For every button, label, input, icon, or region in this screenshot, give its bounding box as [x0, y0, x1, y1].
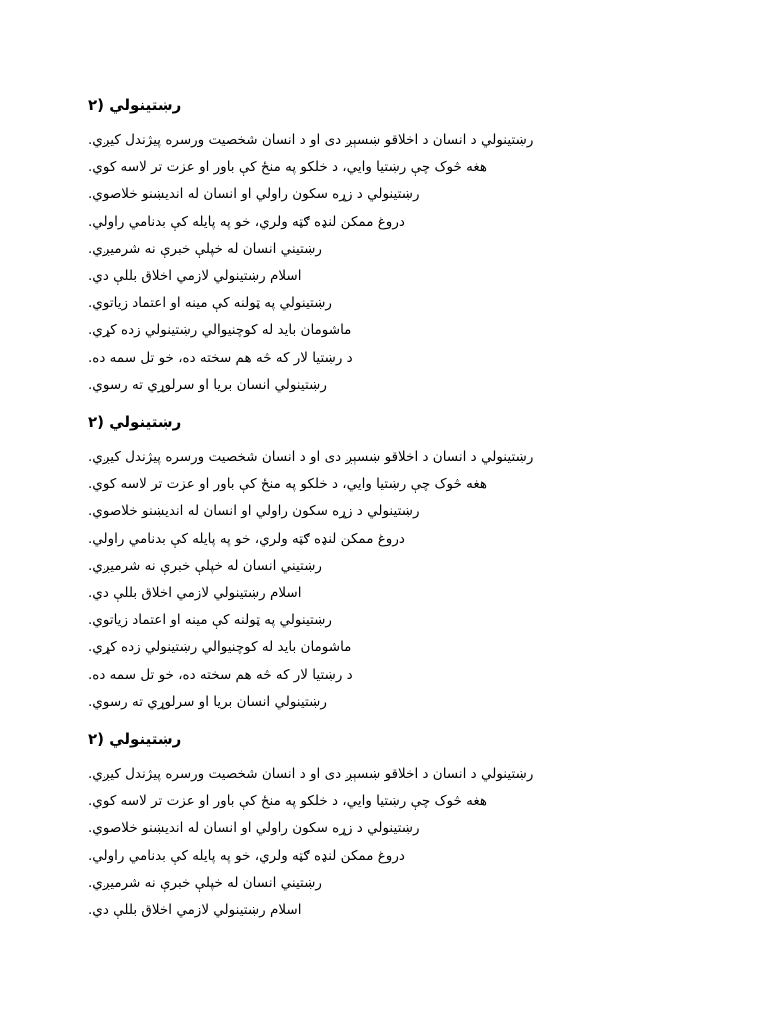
text-line: هغه څوک چې رښتيا وايي، د خلکو په منځ کې باور او عزت تر لاسه کوي. — [88, 793, 488, 810]
text-line: اسلام رښتينولي لازمي اخلاق بللې دي. — [88, 267, 302, 284]
text-line: رښتينولي د انسان د اخلاقو ښسېږ دی او د انسان شخصیت ورسره پيژندل کيږي. — [88, 132, 534, 148]
text-line: رښتينولي انسان بريا او سرلوړي ته رسوي. — [88, 693, 327, 710]
paragraph-list — [88, 447, 533, 719]
section-heading: رښتينولي (۲ — [88, 413, 182, 431]
text-line: د رښتيا لار که څه هم سخته ده، خو تل سمه ده. — [88, 666, 353, 683]
section-heading: رښتينولي (۲ — [88, 96, 182, 114]
text-line: رښتيني انسان له خپلې خبرې نه شرميږي. — [88, 240, 322, 257]
text-line: رښتينولي انسان بريا او سرلوړي ته رسوي. — [88, 376, 327, 393]
text-line: رښتينولي د انسان د اخلاقو ښسېږ دی او د انسان شخصیت ورسره پيژندل کيږي. — [88, 766, 534, 782]
text-line: رښتينولي په ټولنه کې مينه او اعتماد زياتوي. — [88, 295, 332, 312]
text-line: د رښتيا لار که څه هم سخته ده، خو تل سمه ده. — [88, 349, 353, 366]
text-line: رښتيني انسان له خپلې خبرې نه شرميږي. — [88, 874, 322, 891]
text-line: رښتينولي د زړه سکون راولي او انسان له انديښنو خلاصوي. — [88, 186, 420, 203]
text-line: رښتينولي د انسان د اخلاقو ښسېږ دی او د انسان شخصیت ورسره پيژندل کيږي. — [88, 449, 534, 465]
text-line: هغه څوک چې رښتيا وايي، د خلکو په منځ کې باور او عزت تر لاسه کوي. — [88, 159, 488, 176]
text-line: اسلام رښتينولي لازمي اخلاق بللې دي. — [88, 584, 302, 601]
section-heading: رښتينولي (۲ — [88, 730, 182, 748]
text-line: رښتينولي د زړه سکون راولي او انسان له انديښنو خلاصوي. — [88, 820, 420, 837]
text-line: دروغ ممکن لنډه ګټه ولري، خو په پايله کې بدنامي راولي. — [88, 213, 405, 230]
text-line: هغه څوک چې رښتيا وايي، د خلکو په منځ کې باور او عزت تر لاسه کوي. — [88, 476, 488, 493]
text-line: ماشومان بايد له کوچنيوالي رښتينولي زده کړي. — [88, 639, 352, 656]
paragraph-list — [88, 764, 533, 927]
text-line: رښتيني انسان له خپلې خبرې نه شرميږي. — [88, 557, 322, 574]
text-line: ماشومان بايد له کوچنيوالي رښتينولي زده کړي. — [88, 322, 352, 339]
text-line: دروغ ممکن لنډه ګټه ولري، خو په پايله کې بدنامي راولي. — [88, 847, 405, 864]
text-line: رښتينولي په ټولنه کې مينه او اعتماد زياتوي. — [88, 612, 332, 629]
text-line: دروغ ممکن لنډه ګټه ولري، خو په پايله کې بدنامي راولي. — [88, 530, 405, 547]
text-line: رښتينولي د زړه سکون راولي او انسان له انديښنو خلاصوي. — [88, 503, 420, 520]
paragraph-list — [88, 130, 533, 402]
text-line: اسلام رښتينولي لازمي اخلاق بللې دي. — [88, 901, 302, 918]
